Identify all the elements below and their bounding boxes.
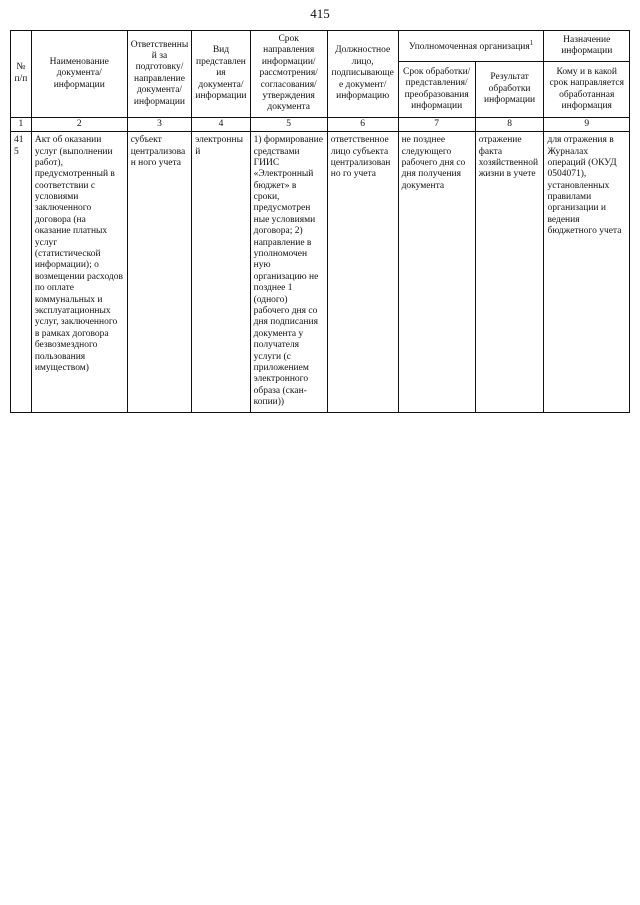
signer: ответственное лицо субъекта централизованно го учета — [327, 132, 398, 412]
column-number: 2 — [31, 117, 127, 131]
column-number-row — [11, 117, 630, 131]
header-purpose: Назначение информации — [544, 31, 630, 62]
column-number: 6 — [327, 117, 398, 131]
header-num: № п/п — [11, 31, 32, 118]
header-authorized-organization — [398, 31, 544, 62]
processing-deadline: не позднее следующего рабочего дня со дня получения документа — [398, 132, 475, 412]
form: электронный — [192, 132, 250, 412]
header-document-name: Наименование документа/ информации — [31, 31, 127, 118]
header-authorized-organization-text: Уполномоченная организация — [408, 42, 530, 53]
column-number: 5 — [250, 117, 327, 131]
header-form: Вид представления документа/ информации — [192, 31, 250, 118]
header-processing-result: Результат обработки информации — [475, 62, 544, 117]
processing-result: отражение факта хозяйственной жизни в учете — [475, 132, 544, 412]
footnote-mark: 1 — [529, 38, 534, 47]
column-number: 9 — [544, 117, 630, 131]
deadline: 1) формирование средствами ГИИС «Электронный бюджет» в сроки, предусмотрен ные условиями договора; 2) направление в уполномочен ную организацию не позднее 1 (одного) рабочего дня со дня подписания документа у получателя услуги (с приложением электронного образа (скан-копии)) — [250, 132, 327, 412]
row-number: 415 — [11, 132, 32, 412]
column-number: 7 — [398, 117, 475, 131]
column-number: 3 — [127, 117, 192, 131]
page-number: 415 — [310, 6, 330, 21]
column-number: 1 — [11, 117, 32, 131]
document-name: Акт об оказании услуг (выполнении работ), предусмотренный в соответствии с условиями заключенного договора (на оказание платных услуг (статистической информации); о возмещении расходов по оплате коммунальных и эксплуатационных услуг, заключенного в рамках договора безвозмездного пользования имуществом) — [31, 132, 127, 412]
header-recipient: Кому и в какой срок направляется обработанная информация — [544, 62, 630, 117]
register-table — [10, 30, 630, 413]
column-number: 8 — [475, 117, 544, 131]
table-row — [11, 132, 630, 412]
header-row-1 — [11, 31, 630, 62]
header-signer: Должностное лицо, подписывающее документ/ информацию — [327, 31, 398, 118]
column-number: 4 — [192, 117, 250, 131]
header-responsible: Ответственный за подготовку/ направление документа/ информации — [127, 31, 192, 118]
responsible: субъект централизован ного учета — [127, 132, 192, 412]
purpose: для отражения в Журналах операций (ОКУД 0504071), установленных правилами организации и ведения бюджетного учета — [544, 132, 630, 412]
header-deadline: Срок направления информации/ рассмотрения/ согласования/ утверждения документа — [250, 31, 327, 118]
header-processing-deadline: Срок обработки/ представления/ преобразования информации — [398, 62, 475, 117]
